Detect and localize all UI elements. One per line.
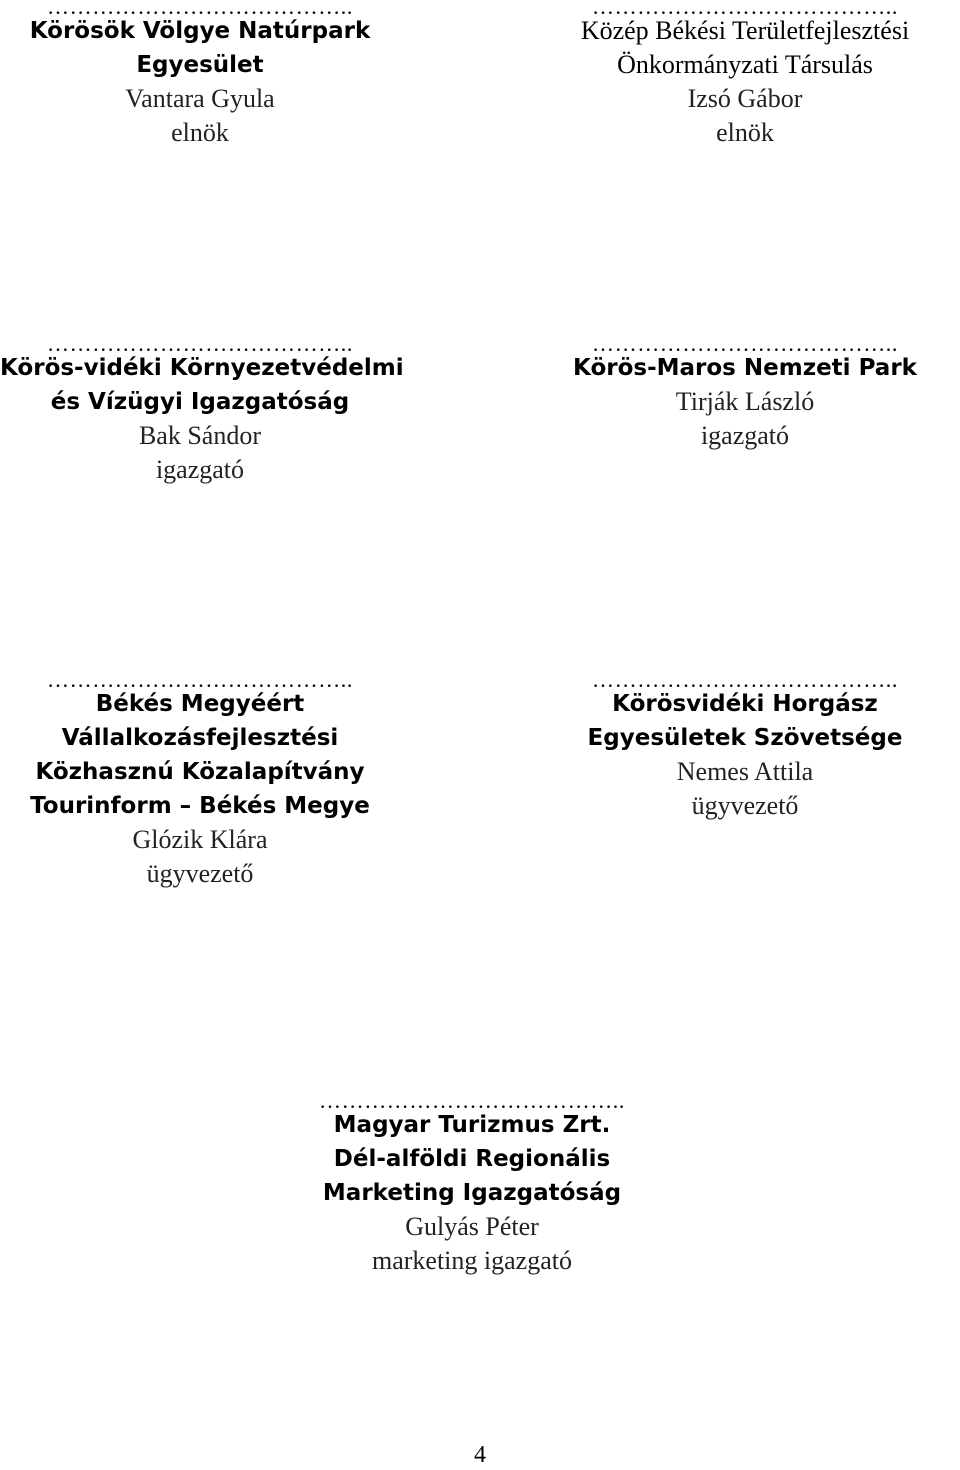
signature-block-koros-maros	[540, 337, 950, 453]
signatory-name: Gulyás Péter	[405, 1212, 539, 1241]
organization-name: Tourinform – Békés Megye	[30, 793, 370, 819]
organization-name: Egyesületek Szövetsége	[587, 725, 903, 751]
signature-line: …………………………………..	[592, 0, 898, 14]
organization-name: Körös-Maros Nemzeti Park	[573, 355, 917, 381]
organization-name: Magyar Turizmus Zrt.	[333, 1112, 611, 1138]
signatory-role: ügyvezető	[691, 791, 799, 820]
organization-name: Dél-alföldi Regionális	[333, 1146, 611, 1172]
organization-name: Vállalkozásfejlesztési	[61, 725, 339, 751]
organization-name: Közép Békési Területfejlesztési	[580, 16, 910, 45]
signatory-role: igazgató	[700, 421, 790, 450]
signature-line: …………………………………..	[592, 673, 898, 687]
signatory-role: elnök	[716, 118, 774, 147]
organization-name: Körös-vidéki Környezetvédelmi	[0, 355, 404, 381]
signature-block-koros-videki	[0, 337, 404, 487]
signatory-role: elnök	[171, 118, 229, 147]
signatory-name: Izsó Gábor	[687, 84, 803, 113]
organization-name: Körösvidéki Horgász	[612, 691, 878, 717]
signature-line: …………………………………..	[319, 1094, 625, 1108]
signatory-name: Nemes Attila	[676, 757, 814, 786]
signatory-role: igazgató	[155, 455, 245, 484]
signature-line: …………………………………..	[47, 337, 353, 351]
organization-name: Önkormányzati Társulás	[617, 50, 873, 79]
signature-block-korosok-volgye	[0, 0, 400, 150]
organization-name: Körösök Völgye Natúrpark	[29, 18, 371, 44]
signature-line: …………………………………..	[47, 0, 353, 14]
signature-block-bekes-megyeert	[0, 673, 400, 891]
signature-block-magyar-turizmus	[272, 1094, 672, 1278]
signature-line: …………………………………..	[47, 673, 353, 687]
signature-block-kozep-bekesi	[540, 0, 950, 150]
signatory-role: marketing igazgató	[372, 1246, 572, 1275]
organization-name: és Vízügyi Igazgatóság	[50, 389, 350, 415]
signatory-name: Vantara Gyula	[125, 84, 275, 113]
organization-name: Békés Megyéért	[95, 691, 305, 717]
page-number: 4	[474, 1442, 486, 1468]
signatory-role: ügyvezető	[146, 859, 254, 888]
signature-block-korosvideki-horgasz	[540, 673, 950, 823]
signatory-name: Glózik Klára	[132, 825, 268, 854]
organization-name: Közhasznú Közalapítvány	[35, 759, 365, 785]
organization-name: Egyesület	[136, 52, 264, 78]
signatory-name: Tirják László	[675, 387, 815, 416]
signatory-name: Bak Sándor	[138, 421, 262, 450]
organization-name: Marketing Igazgatóság	[322, 1180, 622, 1206]
signature-line: …………………………………..	[592, 337, 898, 351]
